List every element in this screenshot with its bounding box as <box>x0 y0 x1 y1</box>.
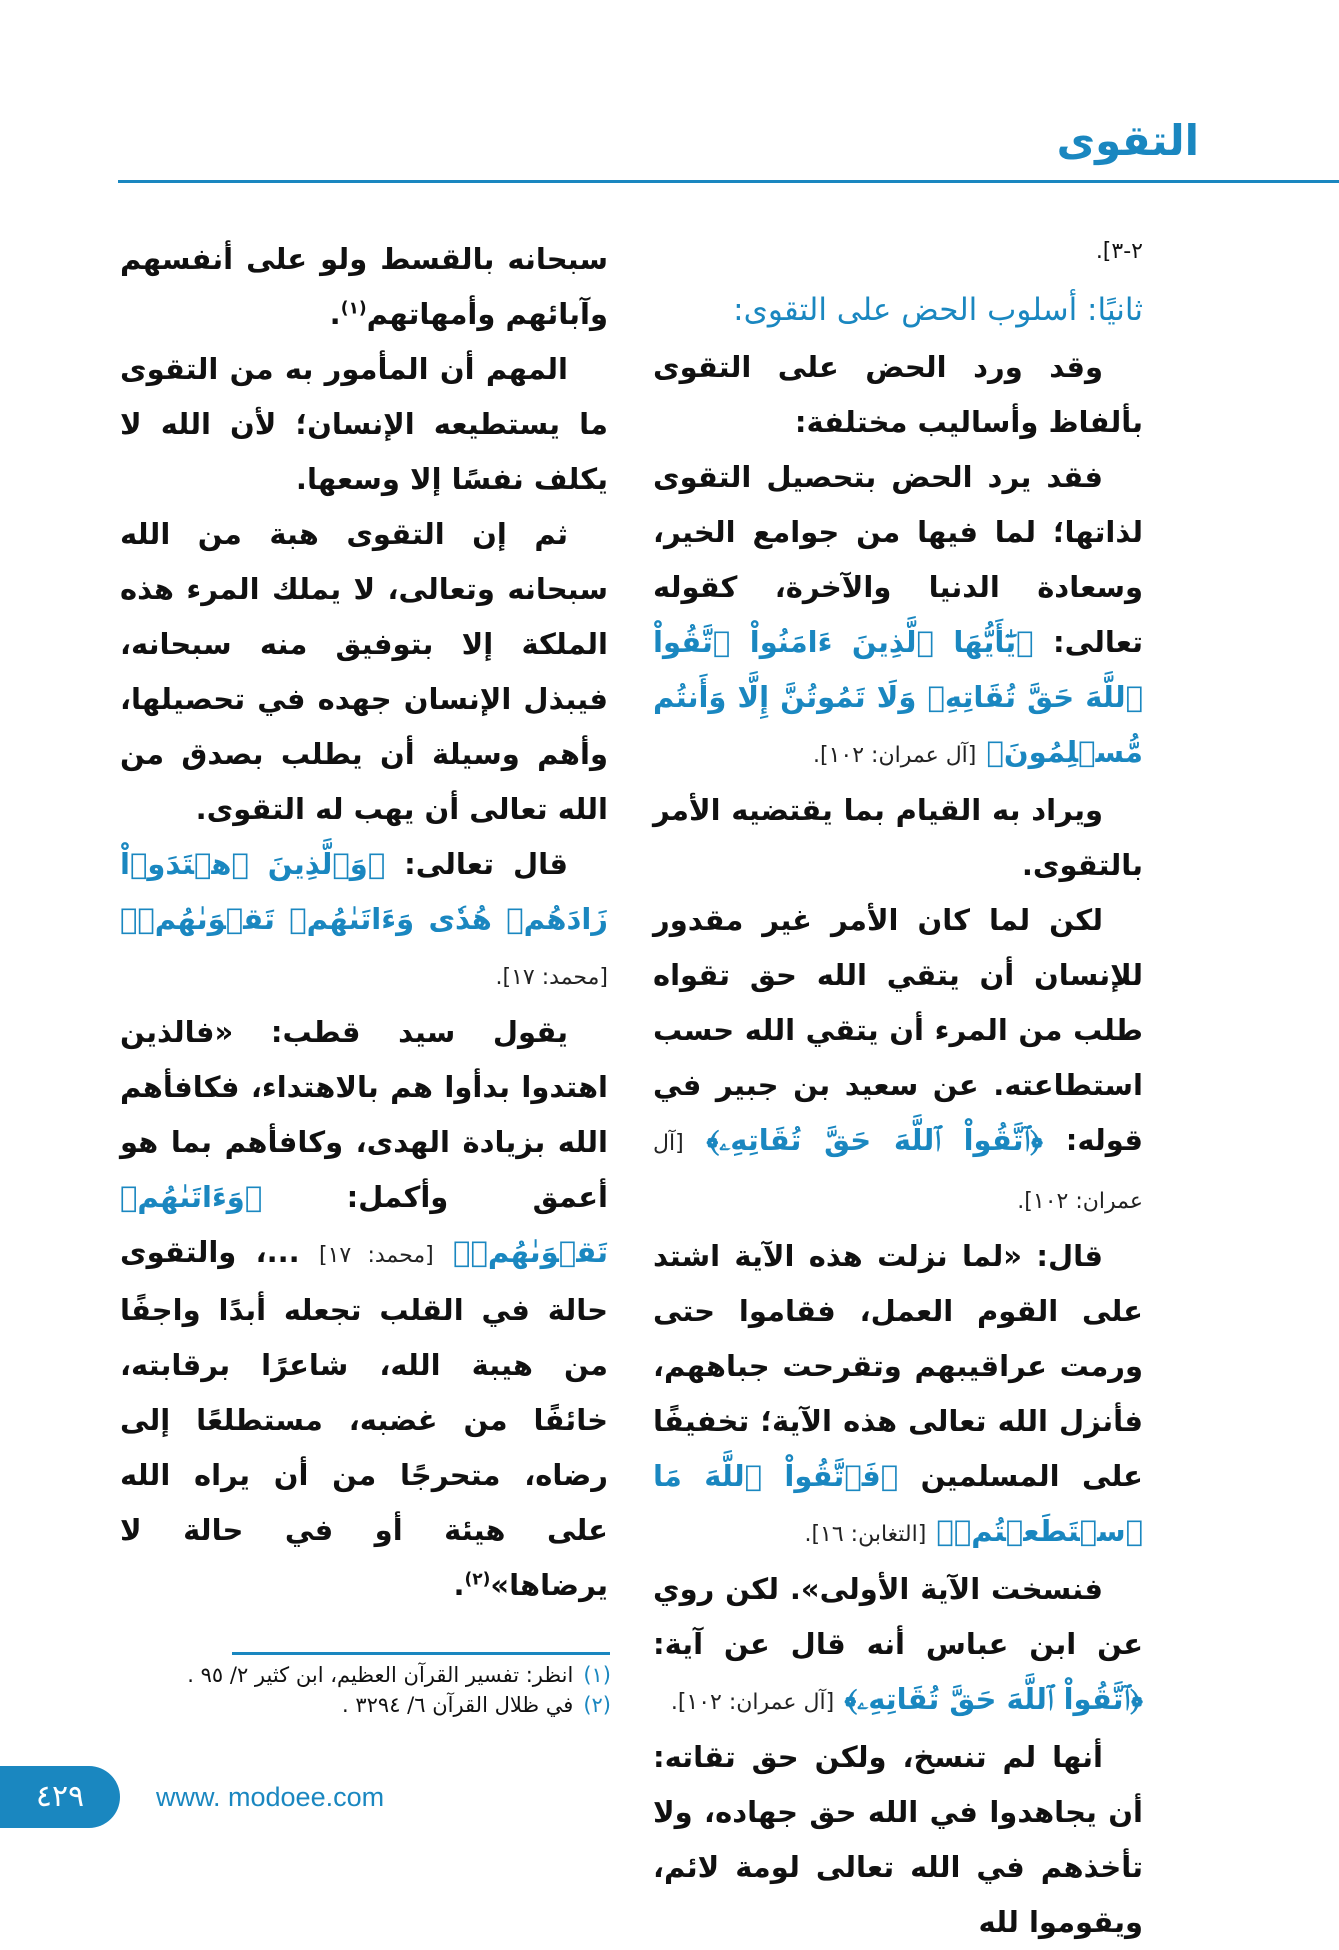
footnotes <box>71 1660 611 1720</box>
ornament-close-icon: ﴾ <box>986 735 1004 769</box>
paragraph <box>653 1229 1143 1562</box>
right-column <box>653 232 1143 1950</box>
website-link[interactable]: www. modoee.com <box>156 1782 385 1812</box>
paragraph-text: قال: «لما نزلت هذه الآية اشتد على القوم العمل، فقاموا حتى ورمت عراقيبهم وتقرحت جباههم، فأنزل الله تعالى هذه الآية؛ تخفيفًا على المسلمين <box>653 1239 1143 1493</box>
ornament-close-icon: ﴾ <box>844 1682 858 1716</box>
verse-reference: [محمد: ١٧]. <box>495 965 608 990</box>
ornament-open-icon: ﴿ <box>1016 625 1034 659</box>
quran-verse: يَٰٓأَيُّهَا ٱلَّذِينَ ءَامَنُواْ ٱتَّقُواْ ٱللَّهَ حَقَّ تُقَاتِهِۦ وَلَا تَمُوتُنَّ إِلَّا وَأَنتُم مُّسۡلِمُونَ <box>653 625 1143 769</box>
footnote-number: (١) <box>583 1663 611 1687</box>
header-divider <box>118 180 1339 183</box>
paragraph <box>120 1005 608 1613</box>
footnote-number: (٢) <box>583 1693 611 1717</box>
quran-verse: وَٱلَّذِينَ ٱهۡتَدَوۡاْ زَادَهُمۡ هُدٗى وَءَاتَىٰهُمۡ تَقۡوَىٰهُمۡ <box>120 847 608 936</box>
paragraph-text: قال تعالى: <box>404 847 568 881</box>
footnote-marker[interactable]: (٢) <box>464 1569 491 1590</box>
verse-reference: [آل عمران: ١٠٢]. <box>653 1131 1143 1214</box>
page-number: ٤٢٩ <box>0 1766 120 1828</box>
verse-reference: [محمد: ١٧] <box>319 1243 434 1268</box>
verse-reference: [آل عمران: ١٠٢]. <box>813 743 977 768</box>
paragraph <box>120 837 608 1005</box>
verse-reference: [آل عمران: ١٠٢]. <box>670 1690 835 1715</box>
left-column <box>120 232 608 1613</box>
paragraph-text: لكن لما كان الأمر غير مقدور للإنسان أن يتقي الله حق تقواه طلب من المرء أن يتقي الله حسب استطاعته. عن سعيد بن جبير في قوله: <box>653 903 1143 1157</box>
ornament-close-icon: ﴾ <box>120 902 138 936</box>
footnote <box>71 1660 611 1690</box>
verse-reference: [التغابن: ١٦]. <box>804 1522 927 1547</box>
footnote-text: في ظلال القرآن ٦/ ٣٢٩٤ . <box>342 1693 574 1717</box>
quran-verse: وَءَاتَىٰهُمۡ تَقۡوَىٰهُمۡ <box>120 1180 608 1269</box>
paragraph-text: فقد يرد الحض بتحصيل التقوى لذاتها؛ لما فيها من جوامع الخير، وسعادة الدنيا والآخرة، كقوله تعالى: <box>653 460 1143 659</box>
paragraph: ويراد به القيام بما يقتضيه الأمر بالتقوى. <box>653 793 1143 882</box>
quran-verse: ٱتَّقُواْ ٱللَّهَ حَقَّ تُقَاتِهِۦ <box>857 1682 1131 1716</box>
section-subheading: ثانيًا: أسلوب الحض على التقوى: <box>733 292 1143 328</box>
paragraph: وقد ورد الحض على التقوى بألفاظ وأساليب مختلفة: <box>653 350 1143 439</box>
ornament-close-icon: ﴾ <box>936 1514 954 1548</box>
paragraph-end: . <box>329 297 341 331</box>
paragraph-text: فنسخت الآية الأولى». لكن روي عن ابن عباس أنه قال عن آية: <box>653 1572 1143 1661</box>
ornament-open-icon: ﴿ <box>880 1459 899 1493</box>
top-reference: ٢-٣]. <box>1095 239 1143 264</box>
paragraph <box>120 232 608 342</box>
footnote-marker[interactable]: (١) <box>340 298 367 319</box>
quran-verse: ٱتَّقُواْ ٱللَّهَ حَقَّ تُقَاتِهِۦ <box>719 1123 1031 1157</box>
quran-verse: فَٱتَّقُواْ ٱللَّهَ مَا ٱسۡتَطَعۡتُمۡ <box>653 1459 1143 1548</box>
page-title: التقوى <box>1056 116 1199 165</box>
paragraph <box>653 893 1143 1229</box>
ornament-open-icon: ﴿ <box>367 847 386 881</box>
paragraph <box>653 1562 1143 1730</box>
paragraph-text: ...، والتقوى حالة في القلب تجعله أبدًا واجفًا من هيبة الله، شاعرًا برقابته، خائفًا من غضبه، مستطلعًا إلى رضاه، متحرجًا من أن يراه الله على هيئة أو في حالة لا يرضاها» <box>120 1235 608 1602</box>
paragraph <box>653 450 1143 783</box>
ornament-open-icon: ﴿ <box>1030 1123 1043 1157</box>
paragraph-text: يقول سيد قطب: «فالذين اهتدوا بدأوا هم بالاهتداء، فكافأهم الله بزيادة الهدى، وكافأهم بما هو أعمق وأكمل: <box>120 1015 608 1214</box>
footnote <box>71 1690 611 1720</box>
footnote-divider <box>232 1652 610 1655</box>
paragraph-end: . <box>453 1568 465 1602</box>
paragraph: أنها لم تنسخ، ولكن حق تقاته: أن يجاهدوا في الله حق جهاده، ولا تأخذهم في الله تعالى لومة لائم، ويقوموا لله <box>653 1740 1143 1939</box>
paragraph: المهم أن المأمور به من التقوى ما يستطيعه الإنسان؛ لأن الله لا يكلف نفسًا إلا وسعها. <box>120 352 608 496</box>
ornament-close-icon: ﴾ <box>706 1123 720 1157</box>
footnote-text: انظر: تفسير القرآن العظيم، ابن كثير ٢/ ٩٥ . <box>187 1663 574 1687</box>
ornament-close-icon: ﴾ <box>453 1235 471 1269</box>
paragraph-text: سبحانه بالقسط ولو على أنفسهم وآبائهم وأمهاتهم <box>120 242 608 331</box>
paragraph: ثم إن التقوى هبة من الله سبحانه وتعالى، لا يملك المرء هذه الملكة إلا بتوفيق منه سبحانه، فيبذل الإنسان جهده في تحصيلها، وأهم وسيلة أن يطلب بصدق من الله تعالى أن يهب له التقوى. <box>120 517 608 826</box>
ornament-open-icon: ﴿ <box>1130 1682 1143 1716</box>
ornament-open-icon: ﴿ <box>244 1180 263 1214</box>
